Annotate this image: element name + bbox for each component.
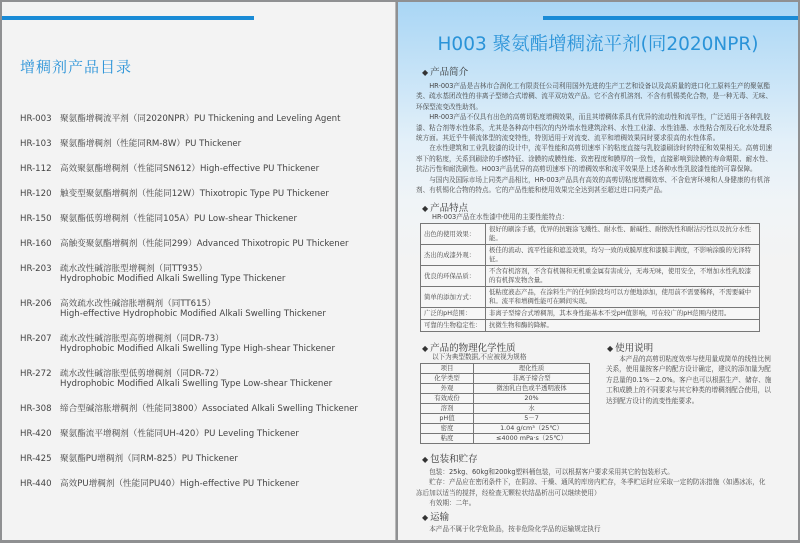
feature-key: 广泛的pH范围： <box>421 308 486 320</box>
product-code: HR-103 <box>20 139 52 149</box>
product-description <box>60 139 390 149</box>
catalog-item <box>20 214 390 224</box>
table-row <box>421 414 590 424</box>
property-value: 1.04 g/cm³（25℃） <box>474 424 590 434</box>
product-code: HR-425 <box>20 454 52 464</box>
description-line: 聚氨酯流平增稠剂（性能同UH-420）PU Leveling Thickener <box>60 429 299 439</box>
property-value: 非离子缔合型 <box>474 374 590 384</box>
section-heading-usage <box>607 340 653 354</box>
physical-subtitle: 以下为典型数据,不应被视为规格 <box>432 353 527 361</box>
property-name: 有效成份 <box>421 394 474 404</box>
table-row <box>421 374 590 384</box>
usage-text <box>606 354 776 406</box>
product-code: HR-112 <box>20 164 52 174</box>
heading-text: 产品特点 <box>430 203 469 214</box>
intro-paragraph: 在水性建筑和工业乳胶漆的设计中，流平性能和高剪切速率下的粘度直接与乳胶漆刷涂时的特征和效果相关。高剪切速率下的粘度，关系到刷涂的手感特征、涂膜的成膜性能、致密程度和膜厚的一致性，直接影响到涂膜的寿命期限、耐水性、抗沾污性和耐洗刷性。H003产品优异的高剪切速率下的增稠效率和流平效果是上述各种水性乳胶漆性能的可靠保障。 <box>416 144 773 174</box>
catalog-list <box>20 114 390 504</box>
product-description <box>60 264 390 284</box>
product-code: HR-272 <box>20 369 52 379</box>
feature-key: 简单的添加方式： <box>421 287 486 308</box>
feature-key: 优良的环保品质： <box>421 266 486 287</box>
description-line: Hydrophobic Modified Alkali Swelling Type High-shear Thickener <box>60 344 335 354</box>
product-description <box>60 454 390 464</box>
packaging-text <box>416 467 766 509</box>
catalog-item <box>20 299 390 319</box>
table-row <box>421 434 590 444</box>
description-line: 疏水改性碱溶胀型低剪增稠剂（同DR-72） <box>60 369 224 379</box>
heading-text: 运输 <box>430 512 450 523</box>
table-row <box>421 308 760 320</box>
product-description <box>60 239 390 249</box>
description-line: 缔合型碱溶胀增稠剂（性能同3800）Associated Alkali Swelling Thickener <box>60 404 358 414</box>
intro-text <box>416 81 776 195</box>
description-line: 高效疏水改性碱溶胀增稠剂（同TT615） <box>60 299 216 309</box>
catalog-item <box>20 334 390 354</box>
usage-paragraph: 本产品的高剪切粘度效率与使用量成简单的线性比例关系，使用量按客户的配方设计确定，建议的添加量为配方总量的0.1%－2.0%。客户也可以根据生产、储存、施工和成膜上的不同要求与其它种类的增稠剂配合使用，以达到配方设计的流变性能要求。 <box>606 355 772 405</box>
description-line: 聚氨酯增稠流平剂（同2020NPR）PU Thickening and Leveling Agent <box>60 114 341 124</box>
description-line: 疏水改性碱溶胀型增稠剂（同TT935） <box>60 264 208 274</box>
product-description <box>60 429 390 439</box>
description-line: 疏水改性碱溶胀型高剪增稠剂（同DR-73） <box>60 334 224 344</box>
product-description <box>60 404 390 414</box>
catalog-item <box>20 164 390 174</box>
table-row <box>421 424 590 434</box>
heading-text: 使用说明 <box>615 343 654 354</box>
features-table <box>420 223 760 332</box>
property-value: 20% <box>474 394 590 404</box>
catalog-item <box>20 189 390 199</box>
description-line: High-effective Hydrophobic Modified Alkali Swelling Thickener <box>60 309 326 319</box>
transport-text <box>416 524 766 534</box>
catalog-item <box>20 139 390 149</box>
product-code: HR-440 <box>20 479 52 489</box>
property-name: 密度 <box>421 424 474 434</box>
description-line: 高效PU增稠剂（性能同PU40）High-effective PU Thickener <box>60 479 299 489</box>
bullet-diamond-icon: ◆ <box>422 513 429 522</box>
product-code: HR-420 <box>20 429 52 439</box>
features-subtitle: HR-003产品在水性漆中使用的主要性能特点： <box>432 213 569 221</box>
product-code: HR-207 <box>20 334 52 344</box>
description-line: 高触变聚氨酯增稠剂（性能同299）Advanced Thixotropic PU Thickener <box>60 239 349 249</box>
feature-value: 低粘度液态产品，在涂料生产的任何阶段均可以方便地添加，使用前不需要稀释，不需要碱中和。流平和增稠性能可在瞬间实现。 <box>486 287 760 308</box>
product-code: HR-203 <box>20 264 52 274</box>
table-row <box>421 224 760 245</box>
catalog-item <box>20 264 390 284</box>
feature-value: 极佳的流动、流平性能和遮盖效果，均匀一致的成膜厚度和漆膜丰满度，不影响涂膜的光泽特征。 <box>486 245 760 266</box>
product-code: HR-150 <box>20 214 52 224</box>
table-row <box>421 287 760 308</box>
section-heading-intro <box>422 64 468 78</box>
column-header: 理化性质 <box>474 364 590 374</box>
property-name: 溶剂 <box>421 404 474 414</box>
feature-value: 抗微生物和酶的降解。 <box>486 320 760 332</box>
property-value: 5－7 <box>474 414 590 424</box>
bullet-diamond-icon: ◆ <box>422 455 429 464</box>
product-description <box>60 189 390 199</box>
bullet-diamond-icon: ◆ <box>607 344 614 353</box>
description-line: 聚氨酯增稠剂（性能同RM-8W）PU Thickener <box>60 139 242 149</box>
description-line: Hydrophobic Modified Alkali Swelling Type Low-shear Thickener <box>60 379 333 389</box>
product-code: HR-120 <box>20 189 52 199</box>
catalog-item <box>20 114 390 124</box>
section-heading-packaging <box>422 451 478 465</box>
product-code: HR-003 <box>20 114 52 124</box>
column-header: 项目 <box>421 364 474 374</box>
heading-text: 产品的物理化学性质 <box>430 343 516 354</box>
table-row <box>421 404 590 414</box>
feature-value: 很好的刷涂手感，优异的抗辊涂飞溅性、耐水性、耐碱性、耐擦洗性和耐沾污性以及抗分水性能。 <box>486 224 760 245</box>
bullet-diamond-icon: ◆ <box>422 204 429 213</box>
description-line: 聚氨酯PU增稠剂（同RM-825）PU Thickener <box>60 454 238 464</box>
property-name: 外观 <box>421 384 474 394</box>
bullet-diamond-icon: ◆ <box>422 68 429 77</box>
description-line: Hydrophobic Modified Alkali Swelling Type Thickener <box>60 274 286 284</box>
property-value: 水 <box>474 404 590 414</box>
product-description <box>60 369 390 389</box>
product-code: HR-308 <box>20 404 52 414</box>
description-line: 聚氨酯低剪增稠剂（性能同105A）PU Low-shear Thickener <box>60 214 298 224</box>
intro-paragraph: 与国内及国际市场上同类产品相比，HR-003产品具有高效的高剪切粘度增稠效率、不含危害环境和人身健康的有机溶剂、有机锡化合物的特点。它的产品性能和使用效果完全达到甚至超过进口同类产品。 <box>416 175 770 195</box>
accent-bar <box>543 16 798 20</box>
section-heading-transport <box>422 509 449 523</box>
table-row <box>421 384 590 394</box>
product-description <box>60 334 390 354</box>
property-name: 粘度 <box>421 434 474 444</box>
bullet-diamond-icon: ◆ <box>422 344 429 353</box>
table-header-row <box>421 364 590 374</box>
shelf-life-line: 有效期：二年。 <box>429 499 476 508</box>
catalog-item <box>20 239 390 249</box>
product-code: HR-160 <box>20 239 52 249</box>
table-row <box>421 320 760 332</box>
table-row <box>421 394 590 404</box>
product-title: H003 聚氨酯增稠流平剂(同2020NPR) <box>437 34 759 55</box>
catalog-item <box>20 429 390 439</box>
catalog-item <box>20 454 390 464</box>
description-line: 高效聚氨酯增稠剂（性能同SN612）High-effective PU Thickener <box>60 164 320 174</box>
catalog-item <box>20 479 390 489</box>
feature-key: 出色的使用效果： <box>421 224 486 245</box>
feature-value: 不含有机溶剂，不含有机锡和无机重金属有害成分，无毒无味，使用安全，不增加水性乳胶漆的有机挥发物含量。 <box>486 266 760 287</box>
accent-bar <box>2 16 254 20</box>
feature-value: 非离子型缔合式增稠剂，其本身性能基本不受pH值影响，可在较广的pH范围内使用。 <box>486 308 760 320</box>
property-value: 微浊乳白色或半透明液体 <box>474 384 590 394</box>
description-line: 触变型聚氨酯增稠剂（性能同12W）Thixotropic Type PU Thickener <box>60 189 329 199</box>
physical-properties-table <box>420 363 590 444</box>
feature-key: 可靠的生物稳定性： <box>421 320 486 332</box>
intro-paragraph: HR-003产品不仅具有出色的高剪切粘度增稠效果，而且其增稠体系具有优异的流动性和流平性，广泛适用于各种乳胶漆、粘合剂等水性体系，尤其是各种高中档次的内外墙水性建筑涂料、水性工业漆、水性油墨、水性粘合剂及石化水处理系统方面。其近乎牛顿流体型的流变特性，特别适用于对流变、流平和增稠效果同时要求很高的水性体系。 <box>416 113 773 143</box>
product-description <box>60 299 390 319</box>
table-row <box>421 266 760 287</box>
property-name: pH值 <box>421 414 474 424</box>
catalog-title: 增稠剂产品目录 <box>20 58 133 76</box>
product-code: HR-206 <box>20 299 52 309</box>
product-description <box>60 214 390 224</box>
packaging-line: 包装：25kg、60kg和200kg塑料桶包装，可以根据客户要求采用其它的包装形式。 <box>429 468 674 476</box>
heading-text: 产品简介 <box>430 67 469 78</box>
feature-key: 杰出的成漆外观： <box>421 245 486 266</box>
catalog-item <box>20 404 390 414</box>
transport-paragraph: 本产品不属于化学危险品，按非危险化学品的运输规定执行 <box>429 525 601 533</box>
table-row <box>421 245 760 266</box>
heading-text: 包装和贮存 <box>430 454 478 465</box>
product-page <box>398 2 798 540</box>
product-description <box>60 164 390 174</box>
property-value: ≤4000 mPa·s（25℃） <box>474 434 590 444</box>
catalog-item <box>20 369 390 389</box>
storage-line: 贮存：产品应在密闭条件下，在阴凉、干燥、通风的库房内贮存，冬季贮运时应采取一定的防冻措施（如遇冰冻，化冻后加以适当的搅拌，经检查无颗粒状结晶析出可以继续使用） <box>416 478 766 497</box>
catalog-page <box>2 2 396 540</box>
intro-paragraph: HR-003产品是吉林市合润化工有限责任公司利用国外先进的生产工艺和设备以及高质量的进口化工原料生产的聚氨酯类、疏水基团改性的非离子型缔合式增稠、流平双功效产品。它不含有机溶剂、不含有机锡类化合物，是一种无毒、无味、环保型流变改性助剂。 <box>416 82 773 111</box>
product-description <box>60 114 390 124</box>
property-name: 化学类型 <box>421 374 474 384</box>
product-description <box>60 479 390 489</box>
